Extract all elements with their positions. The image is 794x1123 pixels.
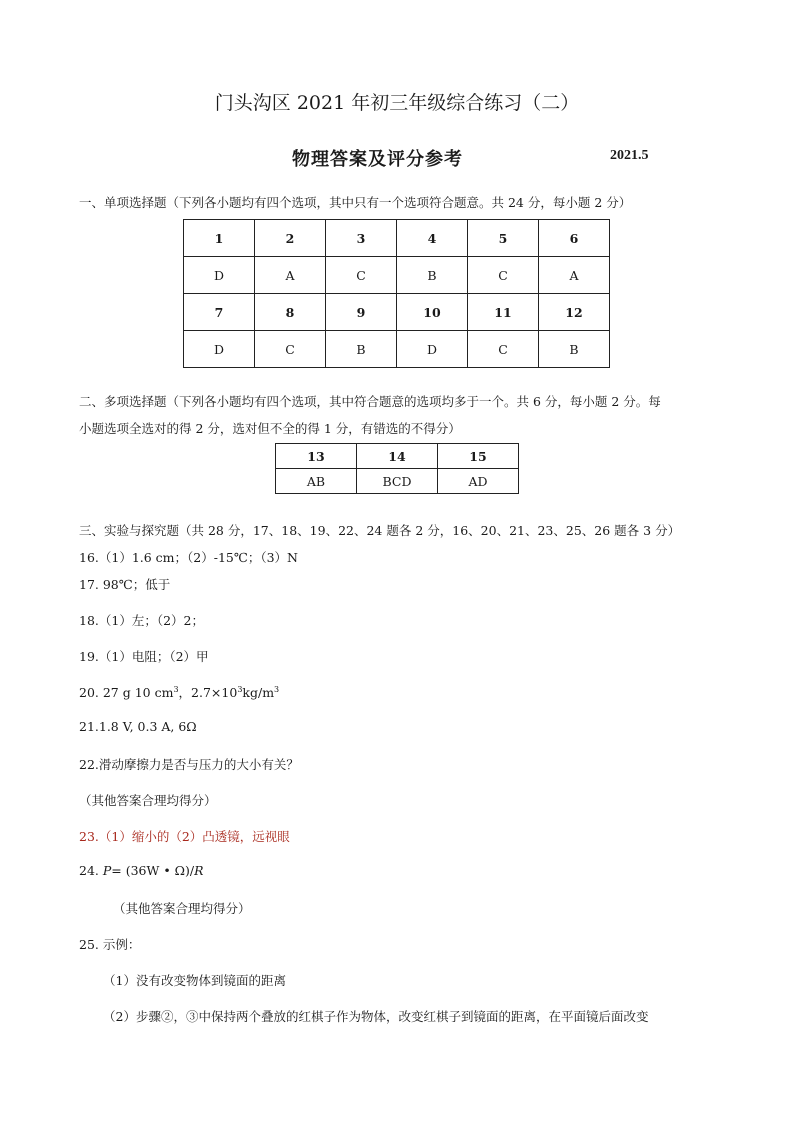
answer-cell: C — [468, 257, 539, 294]
answer-q22-note: （其他答案合理均得分） — [79, 793, 217, 808]
q24-power-symbol: P — [102, 863, 112, 878]
q24-prefix: 24. — [79, 863, 103, 878]
answer-cell: D — [184, 257, 255, 294]
single-choice-answer-table — [183, 219, 610, 368]
answer-cell: A — [255, 257, 326, 294]
q20-part-b: ，2.7×10 — [178, 685, 238, 700]
table-row — [184, 294, 610, 331]
table-row — [184, 220, 610, 257]
table-row — [184, 257, 610, 294]
question-number: 3 — [326, 220, 397, 257]
answer-q24 — [79, 863, 204, 878]
table-row — [184, 331, 610, 368]
section2-heading-line2: 小题选项全选对的得 2 分，选对但不全的得 1 分，有错选的不得分） — [79, 421, 461, 436]
answer-q22: 22.滑动摩擦力是否与压力的大小有关？ — [79, 757, 299, 772]
answer-q21: 21.1.8 V, 0.3 A, 6Ω — [79, 719, 197, 734]
question-number: 12 — [539, 294, 610, 331]
question-number: 6 — [539, 220, 610, 257]
table-row — [276, 469, 519, 494]
question-number: 4 — [397, 220, 468, 257]
question-number: 13 — [276, 444, 357, 469]
section3-heading: 三、实验与探究题（共 28 分，17、18、19、22、24 题各 2 分，16、20、21、23、25、26 题各 3 分） — [79, 523, 681, 538]
section2-heading-line1: 二、多项选择题（下列各小题均有四个选项，其中符合题意的选项均多于一个。共 6 分，每小题 2 分。每 — [79, 394, 661, 409]
answer-q24-note: （其他答案合理均得分） — [113, 901, 251, 916]
page-title: 门头沟区 2021 年初三年级综合练习（二） — [214, 92, 580, 114]
question-number: 11 — [468, 294, 539, 331]
answer-cell: AB — [276, 469, 357, 494]
answer-cell: AD — [438, 469, 519, 494]
q20-superscript: 3 — [237, 684, 243, 694]
answer-cell: C — [255, 331, 326, 368]
answer-cell: C — [468, 331, 539, 368]
table-row — [276, 444, 519, 469]
answer-cell: A — [539, 257, 610, 294]
q24-resistance-symbol: R — [194, 863, 204, 878]
answer-cell: BCD — [357, 469, 438, 494]
answer-q20 — [79, 683, 279, 701]
answer-cell: B — [539, 331, 610, 368]
q20-superscript: 3 — [274, 684, 280, 694]
answer-cell: B — [397, 257, 468, 294]
question-number: 8 — [255, 294, 326, 331]
question-number: 1 — [184, 220, 255, 257]
answer-cell: C — [326, 257, 397, 294]
answer-cell: D — [397, 331, 468, 368]
date-label: 2021.5 — [610, 148, 649, 163]
answer-cell: B — [326, 331, 397, 368]
q20-part-a: 20. 27 g 10 cm — [79, 685, 174, 700]
question-number: 15 — [438, 444, 519, 469]
answer-q18: 18.（1）左；（2）2； — [79, 613, 204, 628]
answer-q25-part2: （2）步骤②，③中保持两个叠放的红棋子作为物体，改变红棋子到镜面的距离，在平面镜后面改变 — [103, 1009, 649, 1024]
question-number: 7 — [184, 294, 255, 331]
question-number: 9 — [326, 294, 397, 331]
question-number: 2 — [255, 220, 326, 257]
answer-q16: 16.（1）1.6 cm；（2）-15℃；（3）N — [79, 550, 298, 565]
answer-q23: 23.（1）缩小的（2）凸透镜，远视眼 — [79, 829, 290, 844]
section1-heading: 一、单项选择题（下列各小题均有四个选项，其中只有一个选项符合题意。共 24 分，每小题 2 分） — [79, 195, 632, 210]
answer-q25-part1: （1）没有改变物体到镜面的距离 — [103, 973, 286, 988]
answer-q25: 25. 示例： — [79, 937, 141, 952]
q20-part-c: kg/m — [242, 685, 275, 700]
page-subtitle: 物理答案及评分参考 — [292, 149, 463, 170]
answer-q17: 17. 98℃；低于 — [79, 577, 171, 592]
q24-formula: = (36W • Ω)/ — [111, 863, 195, 878]
answer-cell: D — [184, 331, 255, 368]
multi-choice-answer-table — [275, 443, 519, 494]
q20-superscript: 3 — [173, 684, 179, 694]
question-number: 14 — [357, 444, 438, 469]
answer-q19: 19.（1）电阻；（2）甲 — [79, 649, 209, 664]
question-number: 10 — [397, 294, 468, 331]
question-number: 5 — [468, 220, 539, 257]
